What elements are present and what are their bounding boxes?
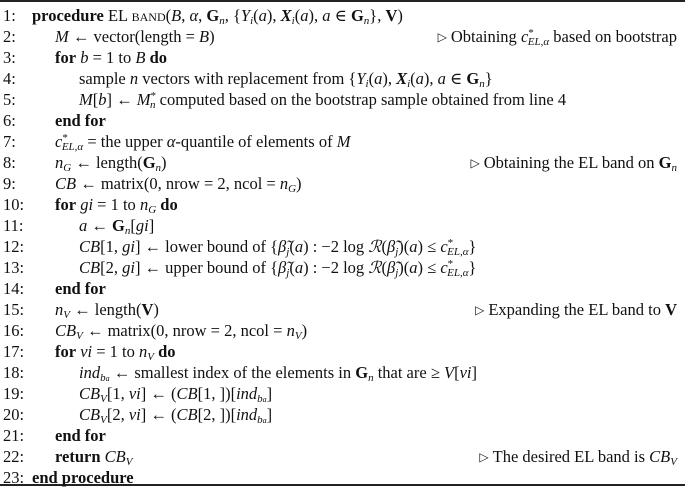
line-code: $CB_V[1$, vi] ← (CB[1, ])[ind$_{ba}$] [79,384,273,405]
comment-triangle-icon: ▷ [437,30,447,44]
line-code: $CB_V[2$, vi] ← (CB[2, ])[ind$_{ba}$] [79,405,273,426]
algo-line-20 [0,404,681,425]
line-number: 21: [3,426,25,445]
line-code: procedure EL band(B, α, $G_n$, {$Y_i(a)$, $X_i(a)$, a ∈ $G_n$}, V) [32,6,403,27]
line-code: CB[2, gi] ← upper bound of {$\betã_j(a)$ : −2 $\log ℛ(\betã_j)(a) \le c^*_{EL,\alpha}$} [79,258,477,279]
line-code: ind$_{ba}$ ← smallest index of the elements in $G_n$ that are ≥ V[vi] [79,363,478,384]
line-code: end for [55,426,106,445]
algo-line-21 [0,425,681,446]
line-code: for vi = 1 to $n_V$ do [55,342,176,363]
algo-line-2 [0,26,681,47]
line-code: end for [55,111,106,130]
algo-line-6 [0,110,681,131]
algo-line-14 [0,278,681,299]
line-number: 19: [3,384,25,403]
algo-line-5 [0,89,681,110]
algo-line-7 [0,131,681,152]
algo-line-11 [0,215,681,236]
algo-line-13 [0,257,681,278]
line-code: $CB_V$ ← matrix(0, nrow = 2, ncol = $n_V$) [55,321,308,342]
line-code: $n_V$ ← length(V) [55,300,159,321]
algo-line-16 [0,320,681,341]
algo-line-3 [0,47,681,68]
line-number: 5: [3,90,16,109]
line-comment: ▷ Obtaining $c^*_{EL,\alpha}$ based on bootstrap [437,27,677,48]
line-number: 2: [3,27,16,46]
algo-line-17 [0,341,681,362]
line-code: M ← vector(length = B) [55,27,215,46]
line-code: $n_G$ ← $length(G_n)$ [55,153,167,174]
algo-line-10 [0,194,681,215]
line-number: 7: [3,132,16,151]
line-number: 4: [3,69,16,88]
line-code: return $CB_V$ [55,447,133,468]
line-code: end procedure [32,468,134,487]
line-number: 9: [3,174,16,193]
algo-line-15 [0,299,681,320]
line-code: for b = 1 to B do [55,48,167,67]
line-comment: ▷ Obtaining the EL band on $G_n$ [470,153,677,174]
algo-line-12 [0,236,681,257]
comment-triangle-icon: ▷ [479,450,489,464]
line-code: CB ← matrix(0, nrow = 2, ncol = $n_G$) [55,174,302,195]
line-comment: ▷ Expanding the EL band to V [475,300,677,319]
algo-line-19 [0,383,681,404]
line-number: 15: [3,300,25,319]
algo-line-18 [0,362,681,383]
line-code: CB[1, gi] ← lower bound of {$\betã_j(a)$ : −2 $\log ℛ(\betã_j)(a) \le c^*_{EL,\alpha}$} [79,237,477,258]
comment-triangle-icon: ▷ [475,303,485,317]
line-code: sample n vectors with replacement from {$Y_i(a)$, $X_i(a)$, a ∈ $G_n$} [79,69,493,90]
line-code: for gi = 1 to $n_G$ do [55,195,178,216]
algo-line-4 [0,68,681,89]
line-number: 16: [3,321,25,340]
line-number: 6: [3,111,16,130]
line-code: a ← $G_n[gi]$ [79,216,155,237]
algo-line-8 [0,152,681,173]
algo-line-1 [0,5,681,26]
line-number: 1: [3,6,16,25]
line-number: 17: [3,342,25,361]
line-number: 22: [3,447,25,466]
algo-line-23 [0,467,681,488]
line-number: 18: [3,363,25,382]
line-number: 20: [3,405,25,424]
line-number: 23: [3,468,25,487]
algo-line-22 [0,446,681,467]
line-number: 10: [3,195,25,214]
line-code: $c^*_{EL,\alpha}$ = the upper α-quantile of elements of M [55,132,351,153]
comment-triangle-icon: ▷ [470,156,480,170]
line-number: 13: [3,258,25,277]
line-code: M[b] ← $M^*_n$ computed based on the bootstrap sample obtained from line 4 [79,90,567,111]
line-number: 3: [3,48,16,67]
line-number: 12: [3,237,25,256]
line-comment: ▷ The desired EL band is $CB_V$ [479,447,677,468]
line-code: end for [55,279,106,298]
line-number: 14: [3,279,25,298]
line-number: 8: [3,153,16,172]
line-number: 11: [3,216,24,235]
algo-line-9 [0,173,681,194]
